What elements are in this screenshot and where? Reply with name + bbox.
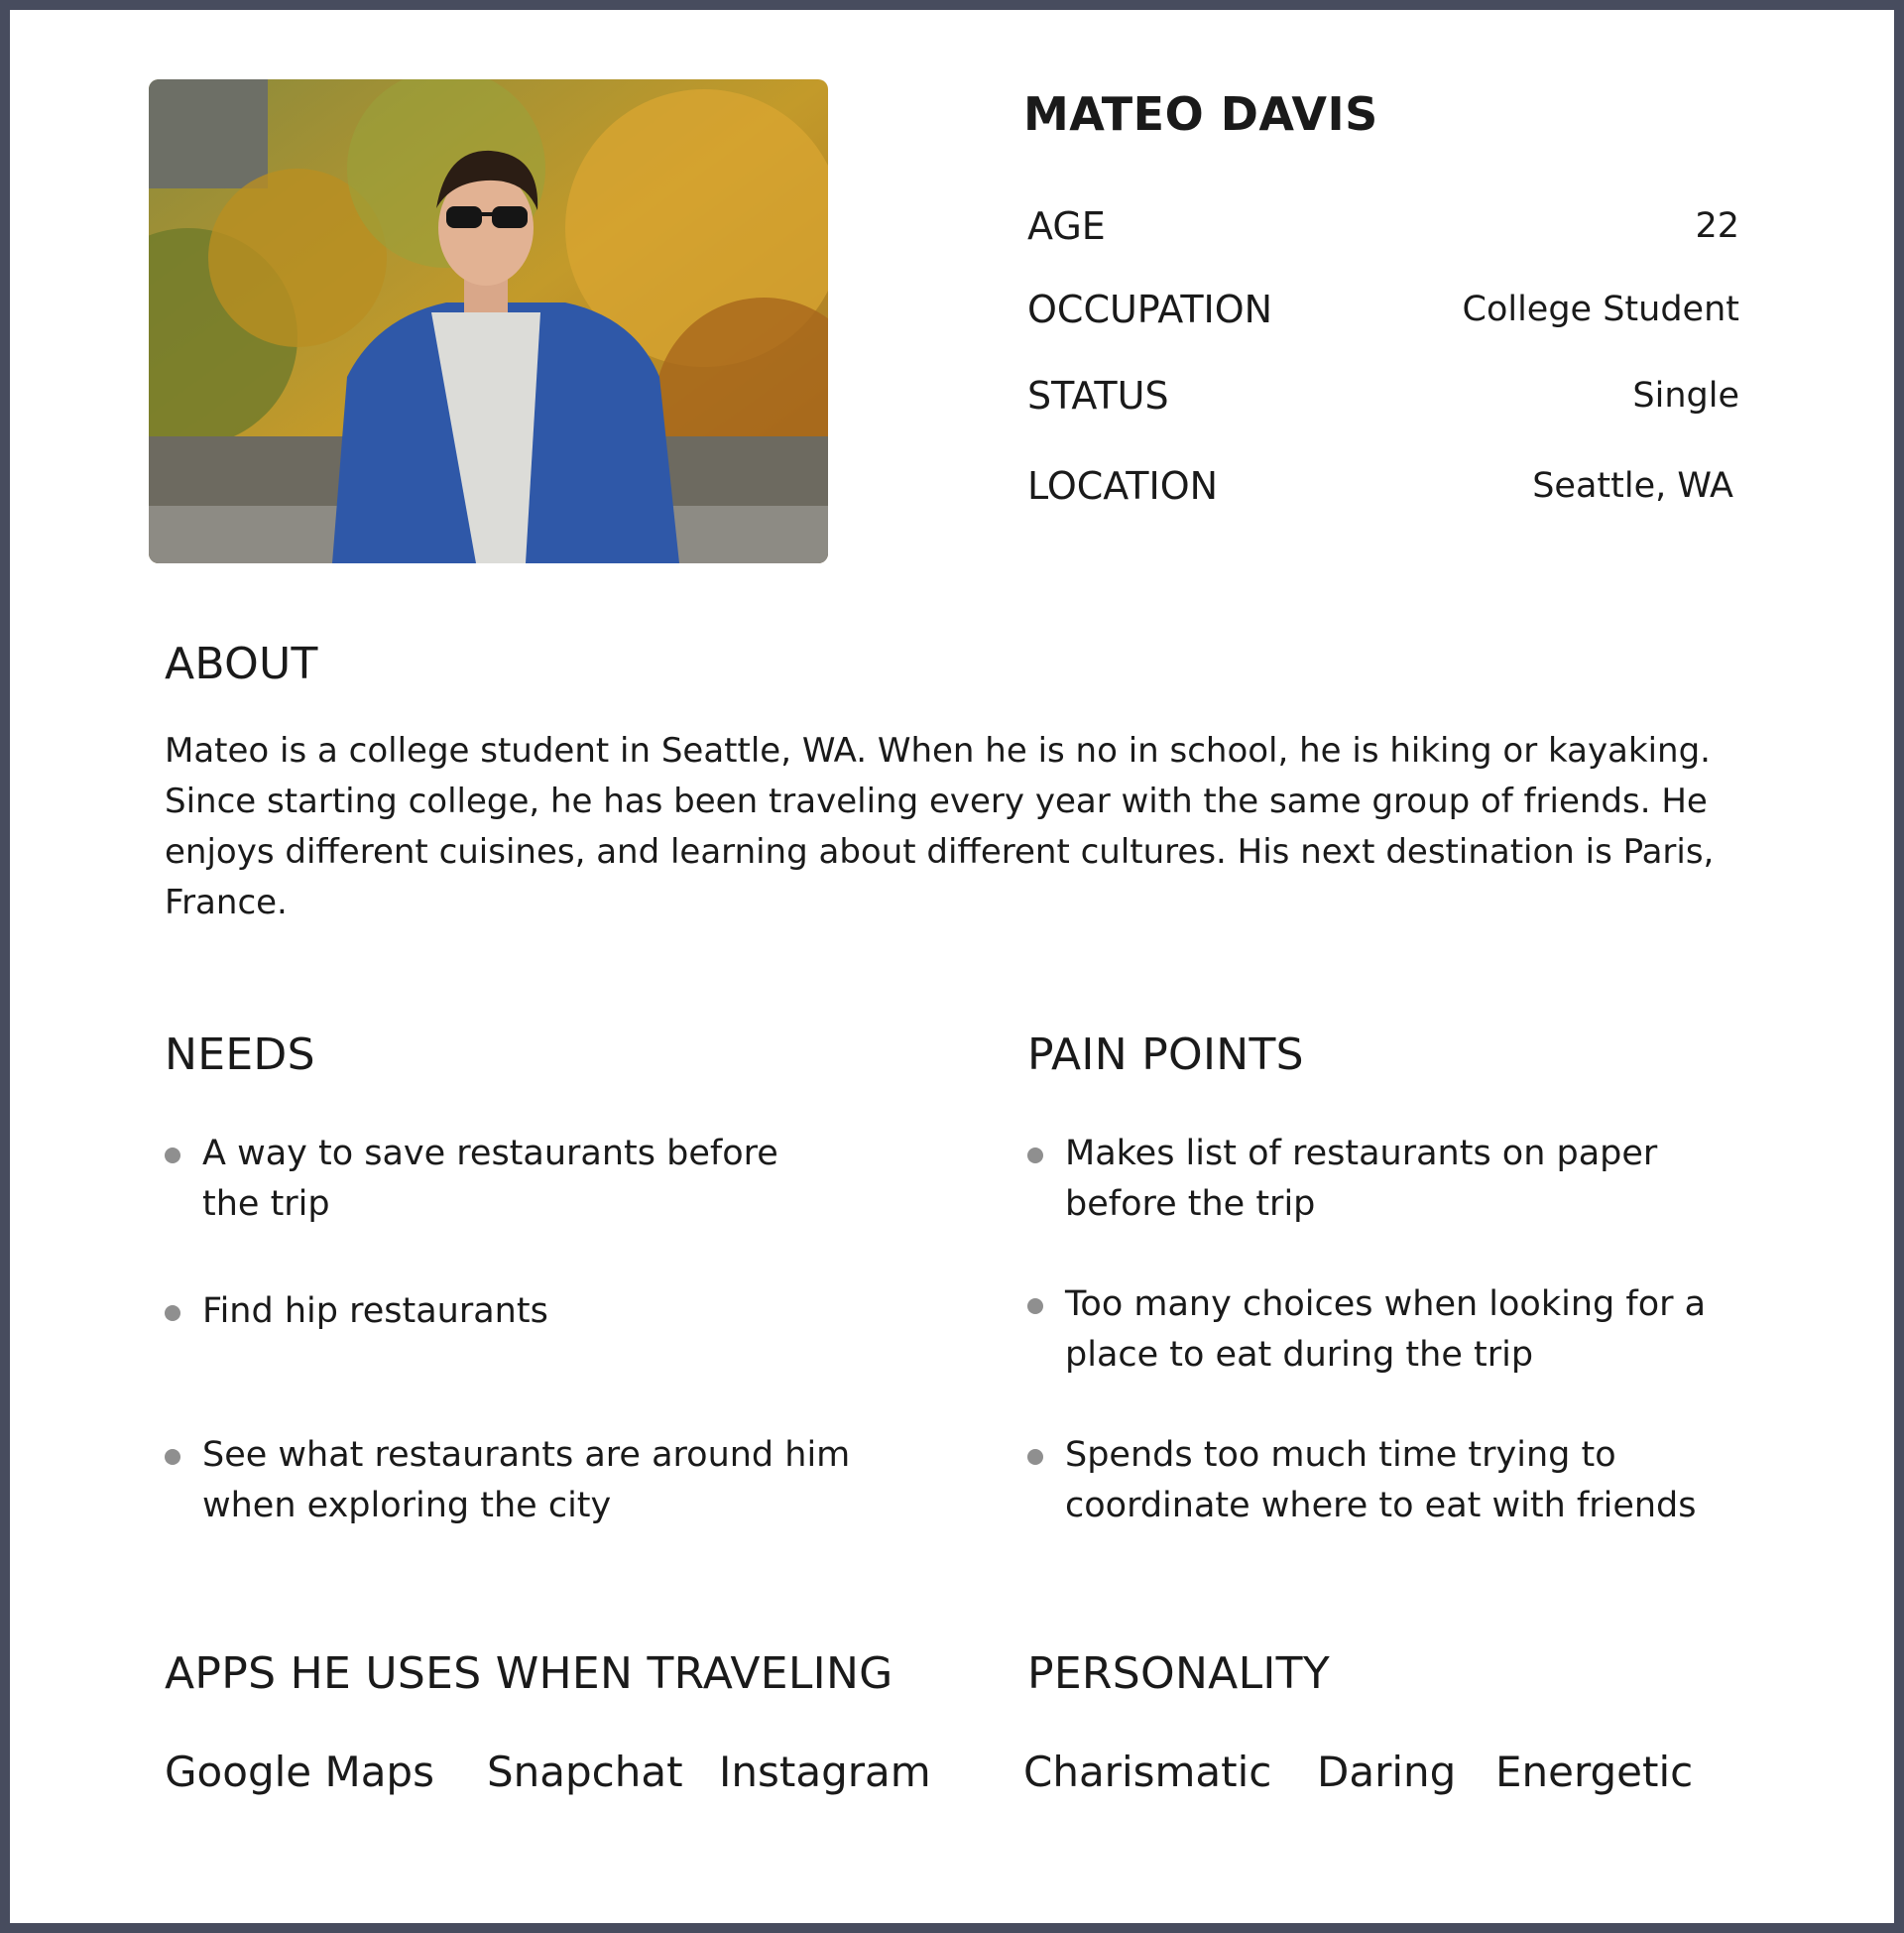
person-photo-illustration bbox=[149, 79, 828, 563]
persona-name: MATEO DAVIS bbox=[1023, 87, 1378, 141]
location-label: LOCATION bbox=[1027, 464, 1219, 508]
about-heading: ABOUT bbox=[165, 639, 318, 689]
bullet-dot-icon bbox=[1027, 1148, 1043, 1163]
info-row-occupation bbox=[1027, 288, 1739, 347]
occupation-value: College Student bbox=[1462, 290, 1739, 329]
bullet-dot-icon bbox=[165, 1449, 180, 1465]
info-row-status bbox=[1027, 374, 1739, 433]
pain-point-text: Too many choices when looking for a place to eat during the trip bbox=[1065, 1284, 1707, 1375]
needs-item-text: Find hip restaurants bbox=[202, 1291, 548, 1331]
info-row-location bbox=[1027, 464, 1739, 524]
personality-heading: PERSONALITY bbox=[1027, 1648, 1331, 1699]
pain-point-text: Makes list of restaurants on paper before the trip bbox=[1065, 1134, 1658, 1224]
location-value: Seattle, WA bbox=[1532, 466, 1733, 506]
needs-item-text: A way to save restaurants before the trip bbox=[202, 1134, 778, 1224]
bullet-dot-icon bbox=[165, 1148, 180, 1163]
apps-heading: APPS HE USES WHEN TRAVELING bbox=[165, 1648, 893, 1699]
trait-daring: Daring bbox=[1317, 1748, 1457, 1796]
trait-energetic: Energetic bbox=[1495, 1748, 1694, 1796]
persona-page bbox=[10, 10, 1894, 1923]
status-value: Single bbox=[1632, 376, 1739, 416]
app-instagram: Instagram bbox=[719, 1748, 931, 1796]
needs-heading: NEEDS bbox=[165, 1029, 315, 1080]
bullet-dot-icon bbox=[1027, 1449, 1043, 1465]
bullet-dot-icon bbox=[1027, 1298, 1043, 1314]
trait-charismatic: Charismatic bbox=[1023, 1748, 1272, 1796]
bullet-dot-icon bbox=[165, 1305, 180, 1321]
pain-point-text: Spends too much time trying to coordinate where to eat with friends bbox=[1065, 1435, 1697, 1525]
info-row-age bbox=[1027, 204, 1739, 264]
age-label: AGE bbox=[1027, 204, 1106, 248]
pain-points-heading: PAIN POINTS bbox=[1027, 1029, 1304, 1080]
about-text: Mateo is a college student in Seattle, WA. When he is no in school, he is hiking or kayaking. Since starting college, he has been traveling every year with the same group of friends. He enjoys different cuisines, and learning about different cultures. His next destination is Paris, France. bbox=[165, 731, 1715, 922]
age-value: 22 bbox=[1695, 206, 1739, 246]
needs-item-text: See what restaurants are around him when exploring the city bbox=[202, 1435, 851, 1525]
profile-photo bbox=[149, 79, 828, 563]
app-google-maps: Google Maps bbox=[165, 1748, 434, 1796]
status-label: STATUS bbox=[1027, 374, 1169, 418]
occupation-label: OCCUPATION bbox=[1027, 288, 1273, 331]
app-snapchat: Snapchat bbox=[487, 1748, 683, 1796]
